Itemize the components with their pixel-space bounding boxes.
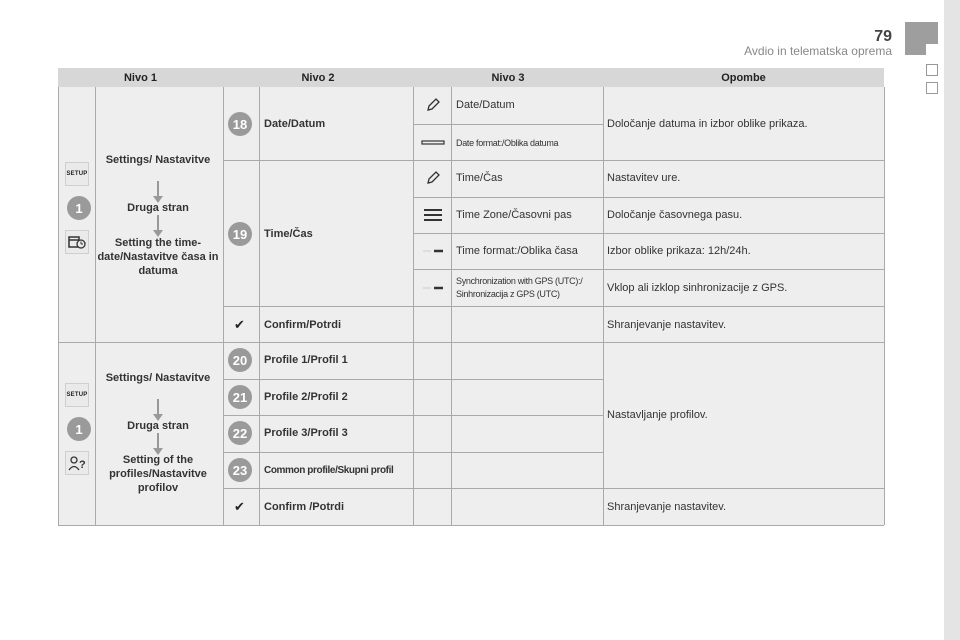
grid-line <box>223 415 603 416</box>
note-text: Vklop ali izklop sinhronizacije z GPS. <box>607 282 788 294</box>
level3-item: Synchronization with GPS (UTC):/ Sinhronizacija z GPS (UTC) <box>456 276 583 299</box>
clock-calendar-glyph <box>68 235 86 249</box>
section-marker <box>926 44 938 56</box>
note-text: Izbor oblike prikaza: 12h/24h. <box>607 245 751 257</box>
menu-path-step: Settings/ Nastavitve <box>105 154 211 166</box>
grid-line <box>58 525 884 526</box>
arrow-down-icon <box>153 433 163 455</box>
level2-item: Common profile/Skupni profil <box>264 464 394 476</box>
grid-line <box>58 87 59 525</box>
pencil-icon <box>420 93 446 117</box>
header-notes: Opombe <box>721 71 766 84</box>
grid-line <box>223 306 884 307</box>
clock-calendar-icon <box>65 230 89 254</box>
step-badge: 18 <box>228 112 252 136</box>
level2-item: Time/Čas <box>264 228 313 240</box>
list-icon <box>420 203 446 227</box>
level3-item: Time/Čas <box>456 172 503 184</box>
checkmark-icon: ✔ <box>234 499 245 514</box>
page-edge-strip <box>944 0 960 640</box>
setup-button-icon <box>65 162 89 186</box>
arrow-down-icon <box>153 399 163 421</box>
level2-item: Profile 2/Profil 2 <box>264 391 348 403</box>
setup-label: SETUP <box>66 392 88 398</box>
grid-line <box>413 233 884 234</box>
page-number: 79 <box>874 28 892 45</box>
setup-button-icon <box>65 383 89 407</box>
section-marker <box>926 64 938 76</box>
note-text: Nastavljanje profilov. <box>607 409 708 421</box>
grid-line <box>413 269 884 270</box>
menu-path-step: Setting of the profiles/Nastavitve profilov <box>109 454 207 494</box>
grid-line <box>223 379 603 380</box>
note-text: Shranjevanje nastavitev. <box>607 501 727 513</box>
profile-help-icon <box>65 451 89 475</box>
grid-line <box>223 452 603 453</box>
arrow-down-icon <box>153 181 163 203</box>
step-badge: 20 <box>228 348 252 372</box>
menu-path-step: Druga stran <box>127 202 189 214</box>
note-text: Nastavitev ure. <box>607 172 681 184</box>
grid-line <box>884 87 885 525</box>
level3-item: Time format:/Oblika časa <box>456 245 578 257</box>
level2-item: Confirm /Potrdi <box>264 501 345 513</box>
note-text: Določanje datuma in izbor oblike prikaza. <box>607 118 808 130</box>
step-badge: 23 <box>228 458 252 482</box>
checkmark-icon: ✔ <box>234 317 245 332</box>
pencil-icon <box>420 166 446 190</box>
dash-icon <box>420 275 446 301</box>
setup-label: SETUP <box>66 171 88 177</box>
note-text: Shranjevanje nastavitev. <box>607 319 727 331</box>
bar-icon <box>420 131 446 155</box>
grid-line <box>413 124 603 125</box>
level-badge: 1 <box>67 196 91 220</box>
level3-item: Time Zone/Časovni pas <box>456 209 572 221</box>
level2-item: Confirm/Potrdi <box>264 319 341 331</box>
level-badge: 1 <box>67 417 91 441</box>
header-level2: Nivo 2 <box>301 71 335 84</box>
menu-path-step: Druga stran <box>127 420 189 432</box>
menu-path-step: Settings/ Nastavitve <box>105 372 211 384</box>
step-badge: 21 <box>228 385 252 409</box>
level3-item: Date/Datum <box>456 99 515 111</box>
step-badge: 22 <box>228 421 252 445</box>
note-text: Določanje časovnega pasu. <box>607 209 743 221</box>
grid-line <box>223 160 884 161</box>
section-title: Avdio in telematska oprema <box>744 44 892 58</box>
step-badge: 19 <box>228 222 252 246</box>
header-level1: Nivo 1 <box>123 71 157 84</box>
dash-icon <box>420 239 446 263</box>
grid-line <box>413 197 884 198</box>
grid-line <box>223 488 884 489</box>
arrow-down-icon <box>153 215 163 237</box>
level2-item: Profile 1/Profil 1 <box>264 354 348 366</box>
level2-item: Profile 3/Profil 3 <box>264 427 348 439</box>
menu-path-step: Setting the time- date/Nastavitve časa in datuma <box>97 237 219 277</box>
header-level3: Nivo 3 <box>491 71 525 84</box>
level3-item: Date format:/Oblika datuma <box>456 137 559 148</box>
grid-line <box>58 342 884 343</box>
profile-help-glyph <box>68 455 86 471</box>
level2-item: Date/Datum <box>264 118 326 130</box>
svg-text:?: ? <box>79 459 86 471</box>
section-marker <box>926 82 938 94</box>
